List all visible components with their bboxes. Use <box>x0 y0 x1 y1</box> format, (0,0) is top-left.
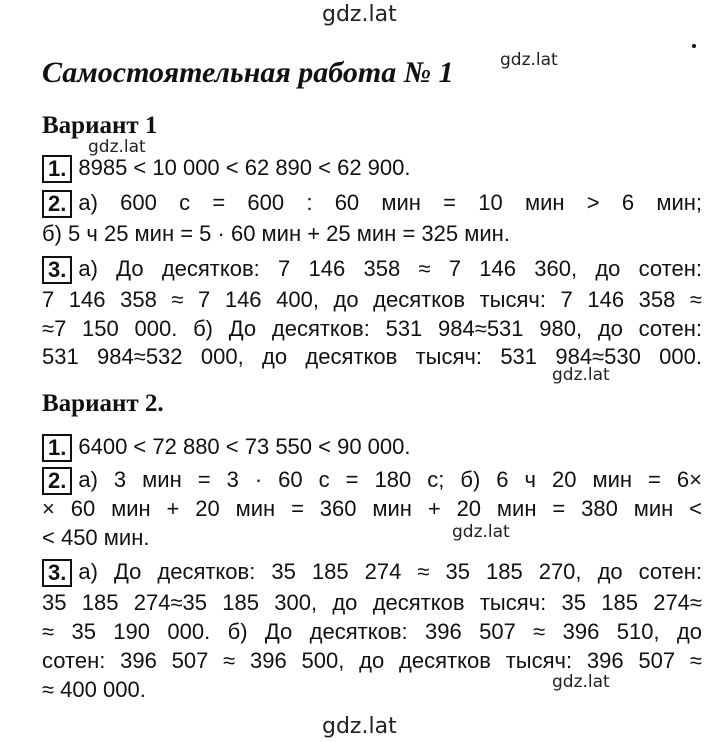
task-number: 1. <box>42 155 72 183</box>
v1-task3-line4: 531 984≈532 000, до десятков тысяч: 531 984≈530 000. <box>42 344 702 369</box>
v2-task3-line3: ≈ 35 190 000. б) До десятков: 396 507 ≈ 396 510, до <box>42 619 702 644</box>
v2-task3-line2: 35 185 274≈35 185 300, до десятков тысяч: 35 185 274≈ <box>42 590 702 615</box>
ink-dot <box>692 44 696 48</box>
task-number: 3. <box>42 256 72 284</box>
v1-task3-line2: 7 146 358 ≈ 7 146 400, до десятков тысяч: 7 146 358 ≈ <box>42 287 702 312</box>
watermark-v2-bottom: gdz.lat <box>552 672 610 692</box>
watermark-variant1: gdz.lat <box>88 137 146 157</box>
v1-task1 <box>42 153 702 183</box>
variant1-heading: Вариант 1 <box>42 112 158 139</box>
v1-task2-line1-text: а) 600 с = 600 : 60 мин = 10 мин > 6 мин; <box>78 190 702 215</box>
v2-task3-line5: ≈ 400 000. <box>42 677 146 702</box>
v1-task2-line2: б) 5 ч 25 мин = 5 · 60 мин + 25 мин = 325 мин. <box>42 221 510 246</box>
task-number: 3. <box>42 559 72 587</box>
watermark-bottom: gdz.lat <box>322 714 397 739</box>
watermark-top: gdz.lat <box>322 2 397 27</box>
task-number: 1. <box>42 434 72 462</box>
variant2-heading: Вариант 2. <box>42 390 164 417</box>
v2-task2-line3: < 450 мин. <box>42 525 150 550</box>
v2-task1-text: 6400 < 72 880 < 73 550 < 90 000. <box>78 434 411 459</box>
v2-task3-line4: сотен: 396 507 ≈ 396 500, до десятков тысяч: 396 507 ≈ <box>42 648 702 673</box>
task-number: 2. <box>42 467 72 495</box>
page-title: Самостоятельная работа № 1 <box>42 56 454 89</box>
v2-task3-line1-text: а) До десятков: 35 185 274 ≈ 35 185 270, до сотен: <box>78 559 702 584</box>
task-number: 2. <box>42 190 72 218</box>
v1-task1-text: 8985 < 10 000 < 62 890 < 62 900. <box>78 155 411 180</box>
watermark-title-right: gdz.lat <box>500 50 558 70</box>
v2-task2-line2: × 60 мин + 20 мин = 360 мин + 20 мин = 380 мин < <box>42 496 702 521</box>
v2-task2-line1-text: а) 3 мин = 3 · 60 с = 180 с; б) 6 ч 20 мин = 6× <box>78 467 702 492</box>
v1-task3-line1-text: а) До десятков: 7 146 358 ≈ 7 146 360, до сотен: <box>78 256 702 281</box>
v2-task1 <box>42 432 702 462</box>
v1-task2-line1 <box>42 188 702 218</box>
v1-task3-line3: ≈7 150 000. б) До десятков: 531 984≈531 980, до сотен: <box>42 316 702 341</box>
v2-task3-line1 <box>42 557 702 587</box>
v2-task2-line1 <box>42 465 702 495</box>
watermark-mid: gdz.lat <box>552 365 610 385</box>
v1-task3-line1 <box>42 254 702 284</box>
watermark-v2-middle: gdz.lat <box>452 522 510 542</box>
